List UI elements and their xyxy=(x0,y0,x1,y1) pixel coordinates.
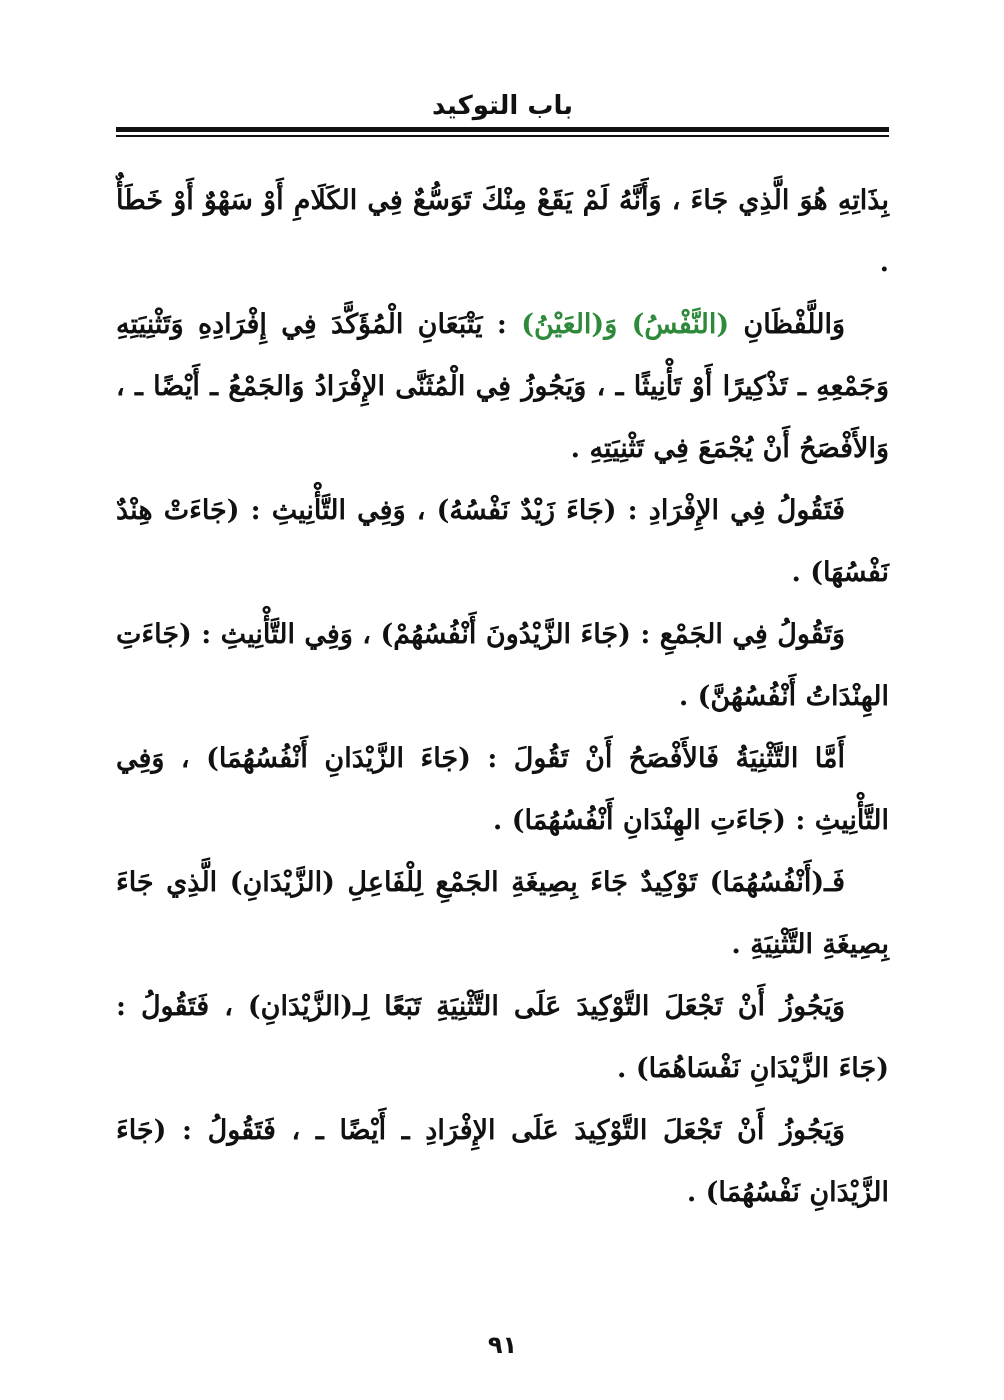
paragraph-3: فَتَقُولُ فِي الإِفْرَادِ : (جَاءَ زَيْدٌ نَفْسُهُ) ، وَفِي التَّأْنِيثِ : (جَاءَتْ هِنْدٌ نَفْسُهَا) . xyxy=(116,495,889,588)
paragraph-1: بِذَاتِهِ هُوَ الَّذِي جَاءَ ، وَأَنَّهُ لَمْ يَقَعْ مِنْكَ تَوَسُّعٌ فِي الكَلَامِ أَوْ سَهْوٌ أَوْ خَطَأٌ . xyxy=(116,185,889,278)
page-number: ٩١ xyxy=(487,1331,518,1359)
header-rule-thin xyxy=(116,135,889,137)
paragraph-6: فَـ(أَنْفُسُهُمَا) تَوْكِيدٌ جَاءَ بِصِيغَةِ الجَمْعِ لِلْفَاعِلِ (الزَّيْدَانِ) الَّذِي جَاءَ بِصِيغَةِ التَّثْنِيَةِ . xyxy=(116,867,889,960)
chapter-title: باب التوكيد xyxy=(431,91,574,121)
highlighted-terms: (النَّفْسُ) وَ(العَيْنُ) xyxy=(521,309,730,340)
paragraph-2 xyxy=(116,294,889,480)
paragraph-4: وَتَقُولُ فِي الجَمْعِ : (جَاءَ الزَّيْدُونَ أَنْفُسُهُمْ) ، وَفِي التَّأْنِيثِ : (جَاءَتِ الهِنْدَاتُ أَنْفُسُهُنَّ) . xyxy=(116,619,889,712)
header-rule-thick xyxy=(116,127,889,132)
paragraph-2-rest: : يَتْبَعَانِ الْمُؤَكَّدَ فِي إِفْرَادِهِ وَتَثْنِيَتِهِ وَجَمْعِهِ ـ تَذْكِيرًا أَوْ تَأْنِيثًا ـ ، وَيَجُوزُ فِي الْمُثَنَّى الإِفْرَادُ وَالجَمْعُ ـ أَيْضًا ـ ، وَالأَفْصَحُ أَنْ يُجْمَعَ فِي تَثْنِيَتِهِ . xyxy=(116,309,889,464)
page-header xyxy=(116,88,889,124)
paragraph-7: وَيَجُوزُ أَنْ تَجْعَلَ التَّوْكِيدَ عَلَى التَّثْنِيَةِ تَبَعًا لِـ(الزَّيْدَانِ) ، فَتَقُولُ : (جَاءَ الزَّيْدَانِ نَفْسَاهُمَا) . xyxy=(116,991,889,1084)
paragraph-2-start: وَاللَّفْظَانِ xyxy=(729,309,845,340)
paragraph-8: وَيَجُوزُ أَنْ تَجْعَلَ التَّوْكِيدَ عَلَى الإِفْرَادِ ـ أَيْضًا ـ ، فَتَقُولُ : (جَاءَ الزَّيْدَانِ نَفْسُهُمَا) . xyxy=(116,1115,889,1208)
body-text xyxy=(116,170,889,1224)
paragraph-5: أَمَّا التَّثْنِيَةُ فَالأَفْصَحُ أَنْ تَقُولَ : (جَاءَ الزَّيْدَانِ أَنْفُسُهُمَا) ، وَفِي التَّأْنِيثِ : (جَاءَتِ الهِنْدَانِ أَنْفُسُهُمَا) . xyxy=(116,743,889,836)
